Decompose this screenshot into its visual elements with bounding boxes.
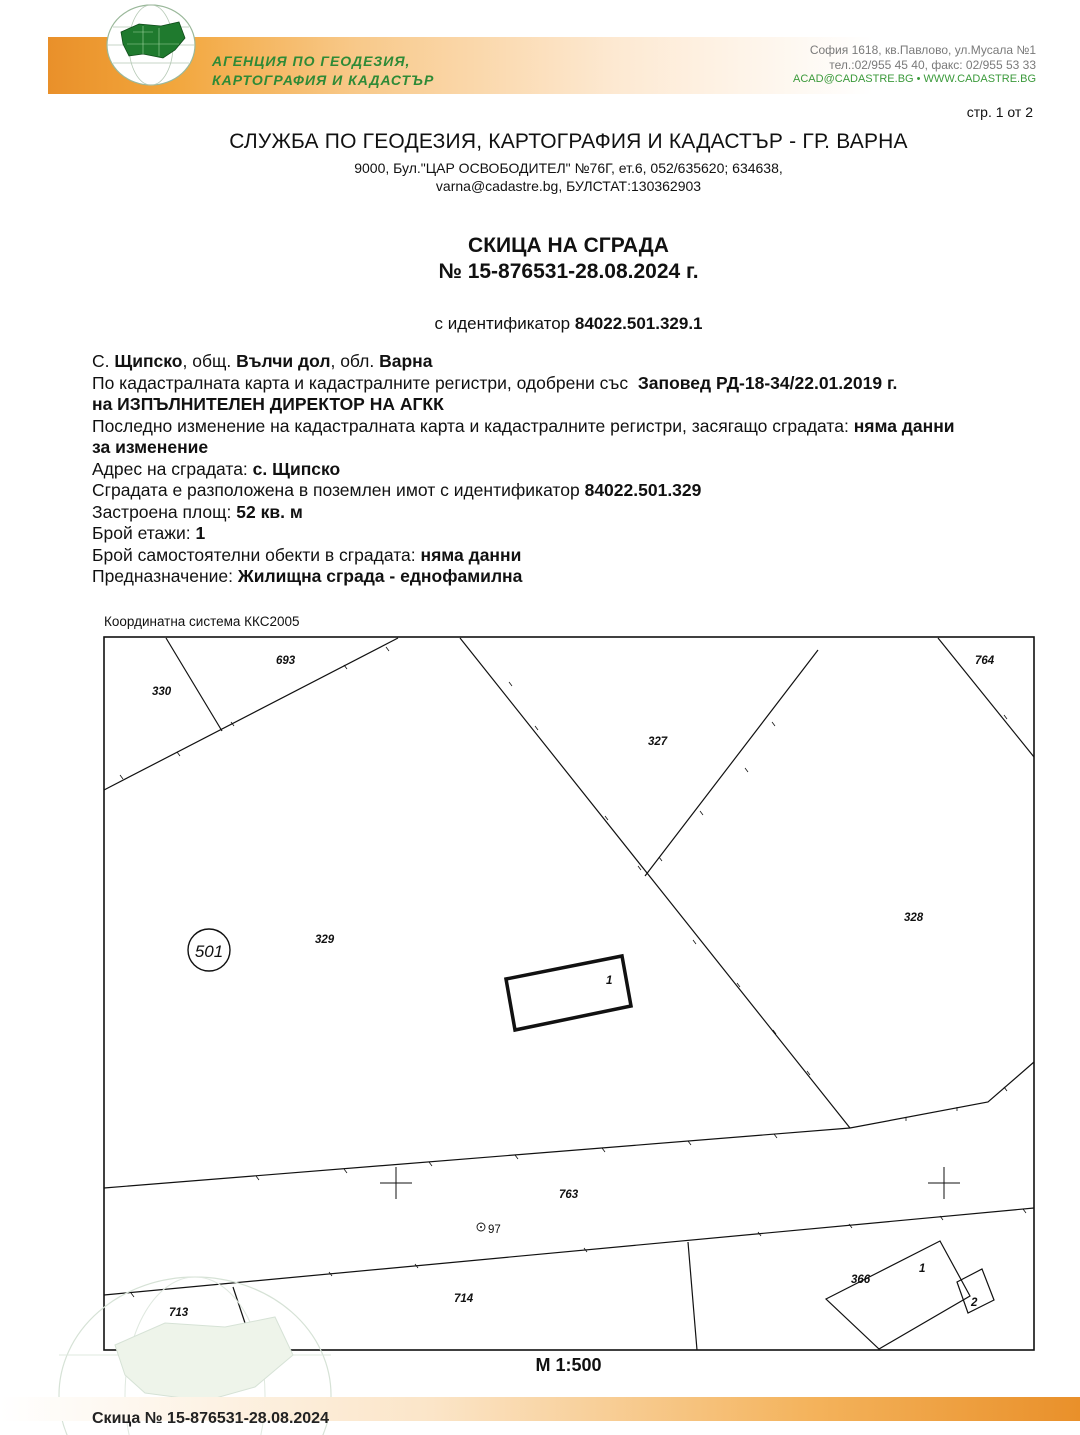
block-number: 501 [194, 942, 224, 961]
map-frame [104, 637, 1034, 1350]
contact-address: София 1618, кв.Павлово, ул.Мусала №1 [809, 43, 1036, 57]
region-prefix: , обл. [330, 351, 375, 371]
settlement: Щипско [114, 351, 183, 371]
floors-label: Брой етажи: [92, 523, 191, 543]
parcel-label: 713 [169, 1307, 189, 1319]
municipality-prefix: , общ. [182, 351, 232, 371]
coordinate-system: Координатна система ККС2005 [104, 614, 300, 629]
office-title: СЛУЖБА ПО ГЕОДЕЗИЯ, КАРТОГРАФИЯ И КАДАСТЪР - ГР. ВАРНА [229, 130, 908, 153]
parcel-boundary [166, 638, 222, 731]
parcel-label: Сградата е разположена в поземлен имот с идентификатор [92, 480, 580, 500]
purpose-value: Жилищна сграда - еднофамилна [237, 566, 523, 586]
settlement-prefix: С. [92, 351, 110, 371]
identifier-value: 84022.501.329.1 [574, 314, 703, 333]
footer-cut-text: Скица № 15-876531-28.08.2024 [92, 1410, 329, 1427]
parcel-label: 366 [851, 1274, 871, 1286]
area-value: 52 кв. м [236, 501, 303, 522]
building-label: 1 [919, 1263, 926, 1275]
contact-web: ACAD@CADASTRE.BG • WWW.CADASTRE.BG [793, 73, 1036, 85]
last-change-text: Последно изменение на кадастралната карта и кадастралните регистри, засягащо сградата: [92, 415, 849, 436]
units-label: Брой самостоятелни обекти в сградата: [92, 544, 416, 565]
page-number: стр. 1 от 2 [966, 104, 1033, 120]
approval-text: По кадастралната карта и кадастралните регистри, одобрени със [92, 372, 629, 393]
registration-crosses [380, 1167, 960, 1199]
identifier-label: с идентификатор [434, 314, 571, 333]
address-label: Адрес на сградата: [92, 458, 248, 479]
document-title: СКИЦА НА СГРАДА [468, 234, 669, 257]
last-change-value: няма данни [853, 415, 955, 436]
document-number: № 15-876531-28.08.2024 г. [438, 260, 699, 283]
parcel-boundary [460, 638, 850, 1128]
parcel-value: 84022.501.329 [584, 480, 702, 500]
last-change-value-2: за изменение [92, 437, 209, 457]
parcel-boundary [688, 1242, 697, 1350]
contact-phone: тел.:02/955 45 40, факс: 02/955 53 33 [829, 57, 1036, 72]
approval-order: Заповед РД-18-34/22.01.2019 г. [637, 372, 898, 393]
units-value: няма данни [420, 544, 522, 565]
parcel-label: 763 [559, 1189, 579, 1201]
map-scale: М 1:500 [535, 1355, 602, 1375]
agency-line-2: КАРТОГРАФИЯ И КАДАСТЪР [212, 72, 435, 88]
parcel-label: 330 [152, 686, 172, 698]
street-boundary-north [104, 1062, 1034, 1188]
region: Варна [379, 351, 433, 371]
agency-line-1: АГЕНЦИЯ ПО ГЕОДЕЗИЯ, [212, 53, 411, 69]
parcel-label: 328 [904, 912, 924, 924]
point-label: 97 [488, 1224, 501, 1236]
approval-by: на ИЗПЪЛНИТЕЛЕН ДИРЕКТОР НА АГКК [92, 394, 444, 414]
parcel-label: 327 [648, 736, 668, 748]
building-label: 1 [606, 975, 613, 987]
parcel-label: 329 [315, 934, 335, 946]
parcel-label: 764 [975, 655, 995, 667]
parcel-boundary [645, 650, 818, 876]
building-label: 2 [971, 1297, 978, 1309]
parcel-label: 714 [454, 1293, 474, 1305]
parcel-label: 693 [276, 655, 296, 667]
point-marker-center [480, 1226, 482, 1228]
subject-building [506, 956, 631, 1030]
building-366-1 [826, 1241, 970, 1349]
floors-value: 1 [195, 523, 206, 543]
area-label: Застроена площ: [92, 501, 232, 522]
municipality: Вълчи дол [236, 351, 331, 371]
parcel-boundary [104, 638, 398, 790]
office-address: 9000, Бул."ЦАР ОСВОБОДИТЕЛ" №76Г, ет.6, 052/635620; 634638, [354, 160, 783, 176]
office-email: varna@cadastre.bg, БУЛСТАТ:130362903 [435, 178, 702, 194]
purpose-label: Предназначение: [92, 566, 233, 586]
address-value: с. Щипско [252, 458, 341, 479]
